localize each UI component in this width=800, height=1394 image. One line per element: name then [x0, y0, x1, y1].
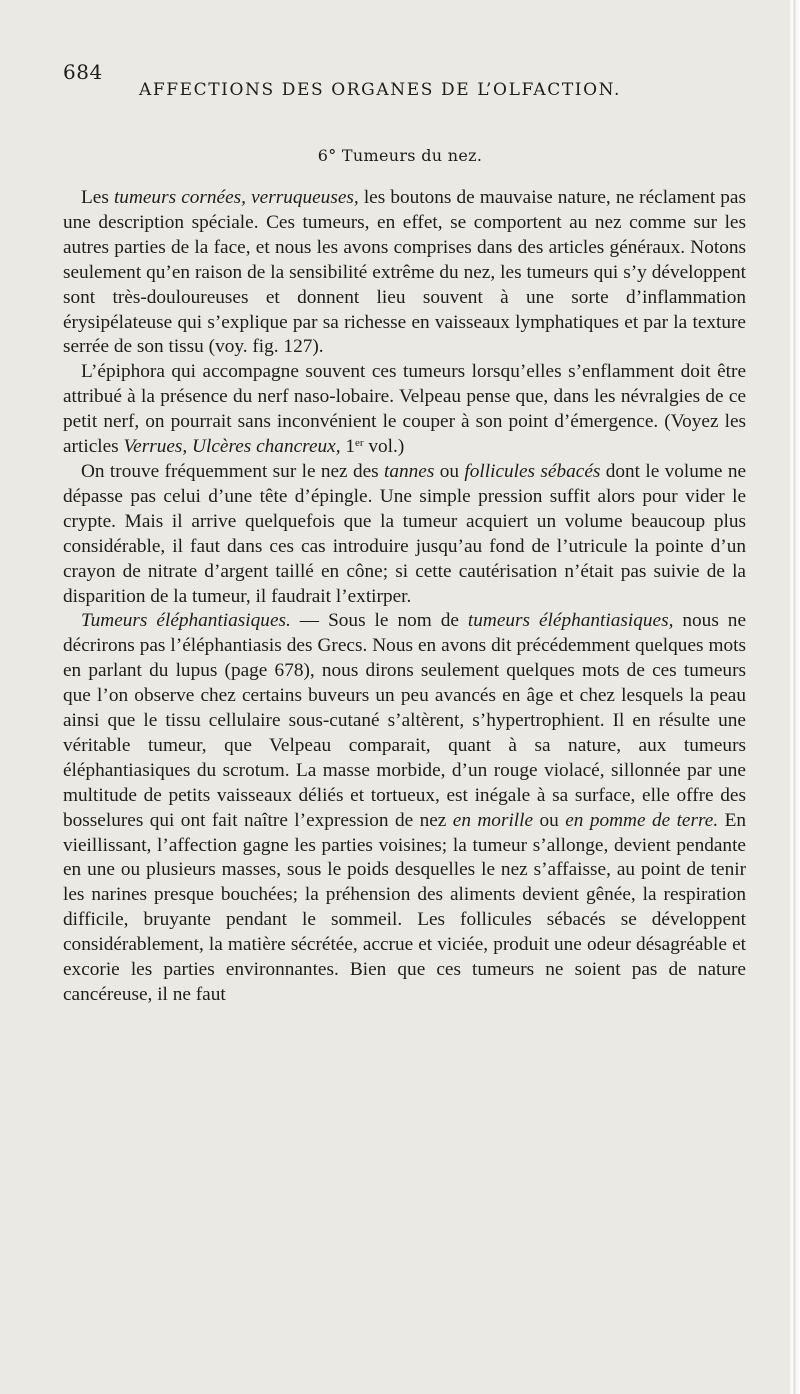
text-run: L’épiphora qui accompagne souvent ces tumeurs lorsqu’elles s’enflamment doit être attribué à la présence du nerf naso-lobaire. Velpeau pense que, dans les névralgies de ce petit nerf, on pourrait sans inconvénient le couper à son point d’émergence. (Voyez les articles: [63, 361, 746, 458]
text-run: nous ne décrirons pas l’éléphantiasis des Grecs. Nous en avons dit précédemment quelques mots en parlant du lupus (page 678), nous dirons seulement quelques mots de ces tumeurs que l’on observe chez certains buveurs un peu avancés en âge et chez lesquels la peau ainsi que le tissu cellulaire sous-cutané s’altèrent, s’hypertrophient. Il en résulte une véritable tumeur, que Velpeau comparait, quant à sa nature, aux tumeurs éléphantiasiques du scrotum. La masse morbide, d’un rouge violacé, sillonnée par une multitude de petits vaisseaux déliés et tortueux, est inégale à sa surface, elle offre des bosselures qui ont fait naître l’expression de nez: [63, 610, 747, 831]
superscript: er: [355, 437, 364, 450]
italic-run: tumeurs éléphantiasiques,: [467, 610, 674, 632]
text-run: dont le volume ne dépasse pas celui d’une tête d’épingle. Une simple pression suffit alors pour vider le crypte. Mais il arrive quelquefois que la tumeur acquiert un volume beaucoup plus considérable, il faut dans ces cas introduire jusqu’au fond de l’utricule la pointe d’un crayon de nitrate d’argent taillé en cône; si cette cautérisation n’était pas suivie de la disparition de la tumeur, il faudrait l’extirper.: [63, 460, 747, 607]
text-run: Les: [81, 187, 114, 208]
paragraph: [63, 360, 746, 460]
italic-run: follicules sébacés: [464, 460, 601, 482]
italic-run: en morille: [452, 809, 534, 831]
paragraph: [63, 460, 746, 609]
body-text: [63, 186, 746, 1008]
paragraph: [63, 186, 746, 360]
text-run: On trouve fréquemment sur le nez des: [81, 460, 385, 482]
italic-run: tumeurs cornées, verruqueuses,: [113, 187, 359, 208]
text-run: ou: [533, 809, 566, 831]
text-run: vol.): [363, 436, 405, 458]
text-run: — Sous le nom de: [290, 610, 468, 632]
text-run: ou: [434, 460, 465, 482]
running-head: AFFECTIONS DES ORGANES DE L’OLFACTION.: [138, 80, 622, 100]
text-run: 1: [340, 436, 355, 458]
text-run: En vieillissant, l’affection gagne les parties voisines; la tumeur s’allonge, devient pendante en une ou plusieurs masses, sous le poids desquelles le nez s’affaisse, au point de tenir les narines presque bouchées; la préhension des aliments devient gênée, la respiration difficile, bruyante pendant le sommeil. Les follicules sébacés se développent considérablement, la matière sécrétée, accrue et viciée, produit une odeur désagréable et excorie les parties environnantes. Bien que ces tumeurs ne soient pas de nature cancéreuse, il ne faut: [63, 809, 746, 1005]
paragraph: [63, 609, 746, 1008]
page-number: 684: [63, 60, 103, 84]
italic-run: tannes: [384, 460, 435, 482]
section-heading: 6° Tumeurs du nez.: [317, 146, 483, 165]
italic-run: en pomme de terre.: [565, 809, 719, 831]
italic-run: Verrues, Ulcères chancreux,: [123, 436, 341, 458]
page-edge: [790, 0, 800, 1394]
italic-run: Tumeurs éléphantiasiques.: [81, 610, 291, 632]
text-run: les boutons de mauvaise nature, ne réclament pas une description spéciale. Ces tumeurs, en effet, se comportent au nez comme sur les autres parties de la face, et nous les avons comprises dans des articles généraux. Notons seulement qu’en raison de la sensibilité extrême du nez, les tumeurs qui s’y développent sont très-douloureuses et donnent lieu souvent à une sorte d’inflammation érysipélateuse qui s’explique par sa richesse en vaisseaux lymphatiques et par la texture serrée de son tissu (voy. fig. 127).: [63, 187, 746, 358]
